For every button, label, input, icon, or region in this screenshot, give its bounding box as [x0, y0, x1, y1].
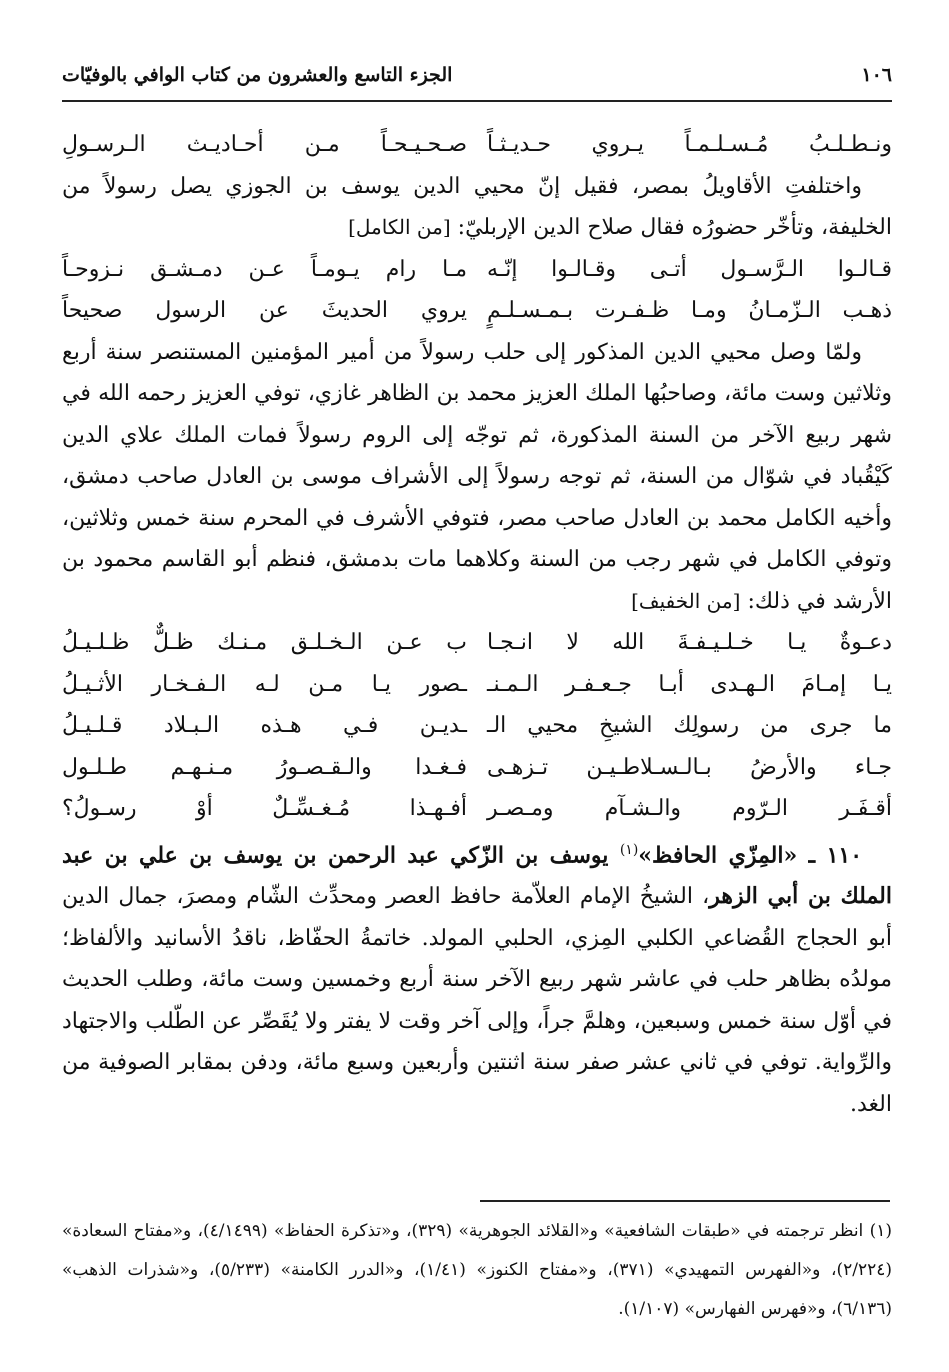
footnote-rule [480, 1200, 890, 1202]
verse-hemistich-second: يروي الحديثَ عن الرسول صحيحاً [62, 298, 467, 324]
verse-hemistich-first: ونـطـلـبُ مُـسـلـمـاً يـروي حـديـثـاً [487, 132, 892, 158]
running-title: الجزء التاسع والعشرون من كتاب الوافي بالوفيّات [62, 64, 453, 86]
entry-name: يوسف بن الزّكي عبد الرحمن بن يوسف بن علي بن عبد الملك بن أبي الزهر [62, 841, 892, 910]
page-number: ١٠٦ [861, 64, 892, 86]
entry-heading: ١١٠ ـ «المِزّي الحافظ» [638, 841, 863, 868]
verse-line [62, 622, 892, 664]
paragraph-text: واختلفتِ الأقاويلُ بمصر، فقيل إنّ محيي الدين يوسف بن الجوزي يصل رسولاً من الخليفة، وتأخّر حضورُه فقال صلاح الدين الإربليّ: [62, 173, 892, 240]
paragraph [62, 166, 892, 249]
verse-line [62, 747, 892, 789]
footnote-text: (١) انظر ترجمته في «طبقات الشافعية» و«القلائد الجوهرية» (٣٢٩)، و«تذكرة الحفاظ» (٤/١٤٩٩)، و«مفتاح السعادة» (٢/٢٢٤)، و«الفهرس التمهيدي» (٣٧١)، و«مفتاح الكنوز» (١/٤١)، و«الدرر الكامنة» (٥/٢٣٣)، و«شذرات الذهب» (٦/١٣٦)، و«فهرس الفهارس» (١/١٠٧). [62, 1221, 892, 1319]
verse-hemistich-second: ب عـن الـخـلـق مـنـك ظـلٌّ ظـلـيـلُ [62, 630, 467, 656]
header-rule [62, 100, 892, 102]
verse-hemistich-second: فـغـدا والـقـصـورُ مـنـهـم طـلـول [62, 754, 467, 780]
paragraph-text: ولمّا وصل محيي الدين المذكور إلى حلب رسولاً من أمير المؤمنين المستنصر سنة أربع وثلاثين وست مائة، وصاحبُها الملك العزيز محمد بن الظاهر غازي، توفي العزيز رحمه الله في شهر ربيع الآخر من السنة المذكورة، ثم توجّه إلى الروم رسولاً فمات الملك علاي الدين كَيْقُباد في شوّال من السنة، ثم توجه رسولاً إلى الأشراف موسى بن العادل صاحب دمشق، وأخيه الكامل محمد بن العادل صاحب مصر، فتوفي الأشرف في المحرم سنة خمس وثلاثين، وتوفي الكامل في شهر رجب من السنة وكلاهما مات بدمشق، فنظم أبو القاسم محمود بن الأرشد في ذلك: [62, 339, 892, 614]
meter-label: [من الكامل] [348, 215, 451, 239]
verse-line [62, 124, 892, 166]
biography-entry [62, 830, 892, 1126]
verse-hemistich-first: أقـفَـر الـرّوم والـشـآم ومـصـر [487, 796, 892, 822]
entry-text: ، الشيخُ الإمام العلاّمة حافظ العصر ومحدِّث الشّام ومصرَ، جمال الدين أبو الحجاج القُضاعي الكلبي المِزي، الحلبي المولد. خاتمةُ الحفّاظ، ناقدُ الأسانيد والألفاظ؛ مولدُه بظاهر حلب في عاشر شهر ربيع الآخر سنة أربع وخمسين وست مائة، وطلب الحديث في أوّل سنة خمس وسبعين، وهلمَّ جراً، وإلى آخر وقت لا يفتر ولا يُقَصِّر عن الطّلب والاجتهاد والرِّواية. توفي في ثاني عشر صفر سنة اثنتين وأربعين وسبع مائة، ودفن بمقابر الصوفية من الغد. [62, 884, 892, 1117]
verse-hemistich-second: ـديـن فـي هـذه الـبـلاد قـلـيـلُ [62, 713, 467, 739]
footnotes [62, 1212, 892, 1329]
verse-hemistich-first: دعـوةٌ يـا خـلـيـفـةَ الله لا انـجـا [487, 630, 892, 656]
footnote-reference[interactable]: (١) [619, 841, 639, 858]
page-header [62, 58, 892, 92]
verse-hemistich-second: أفـهـذا مُـغـسِّـلٌ أوْ رسـولُ؟ [62, 796, 467, 822]
verse-line [62, 249, 892, 291]
verse-line [62, 664, 892, 706]
verse-hemistich-first: جـاء والأرضُ بـالـسـلاطـيـن تـزهـى [487, 754, 892, 780]
verse-hemistich-first: ما جرى من رسولِك الشيخِ محيي الـ [487, 713, 892, 739]
verse-hemistich-first: يـا إمـامَ الـهـدى أبـا جـعـفـر الـمـنـ [487, 671, 892, 697]
verse-hemistich-second: ـصور يـا مـن لـه الـفـخـار الأثـيـلُ [62, 671, 467, 697]
paragraph [62, 332, 892, 623]
main-text [62, 124, 892, 1125]
verse-hemistich-second: صـحـيـحـاً مـن أحـاديـث الـرسـولِ [62, 132, 467, 158]
verse-hemistich-first: ذهـب الـزّمـانُ ومـا ظـفـرت بـمـسـلـمٍ [487, 298, 892, 324]
verse-line [62, 705, 892, 747]
verse-line [62, 788, 892, 830]
verse-line [62, 290, 892, 332]
meter-label: [من الخفيف] [631, 588, 741, 613]
verse-hemistich-second: مـا رام يـومـاً عـن دمـشـق نـزوحـاً [62, 256, 467, 282]
verse-hemistich-first: قـالـوا الـرَّسـول أتـى وقـالـوا إنّـه [487, 256, 892, 282]
